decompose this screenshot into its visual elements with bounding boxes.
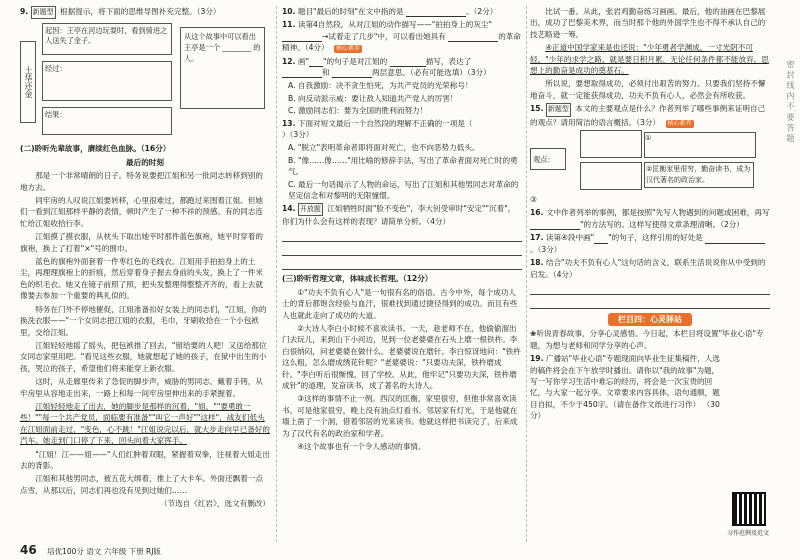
footer-brand: 培优100分 bbox=[47, 547, 84, 556]
column-divider bbox=[276, 6, 277, 542]
passage-paragraph: ①"功夫不负有心人"是一句很有名的俗语。古今中外，每个成功人士的背后都饱含经验与血汗，很难找到通过捷径得到的成功。而且有些人也就此走向了成功的大道。 bbox=[282, 287, 518, 320]
page-number: 46 bbox=[20, 543, 37, 557]
viewpoint-box[interactable] bbox=[580, 130, 642, 158]
passage-paragraph: 蓝色的旗袍外面套着一件枣红色的毛线衣。江姐用手拍拍身上的土尘，再理理旗袍上的折痕，然后穿着身子握去身前的头发，换上了一件米色的织毛衣。她又在镜子前照了照，把头发整理得整整齐齐的，看上去就像要去参加一个重要的典礼似的。 bbox=[20, 257, 263, 301]
question-15: 15. 新题型 本文的主要观点是什么？作者列举了哪些事例来证明自己的观点？请用简洁的语言概括。（3分） 核心素养 bbox=[530, 104, 766, 127]
section-2-heading: (二)聆听先辈故事，赓续红色血脉。（16分） bbox=[20, 144, 171, 154]
mind-map-process[interactable]: 经过： bbox=[42, 61, 172, 101]
qr-caption: 习作范例及范文 bbox=[726, 530, 769, 537]
viewpoint-diagram bbox=[530, 130, 770, 192]
passage-paragraph: 比试一番。从此，张岩鸡勤奋练习画画。最后，他的油画在巴黎展出，成功了巴黎美术界，而当时那个他的外国学生也不得不承认自己的技艺略逊一筹。 bbox=[530, 7, 766, 39]
right-column bbox=[530, 6, 770, 542]
core-literacy-badge: 核心素养 bbox=[667, 119, 692, 127]
question-11: 11. 读第4自然段，从对江姐的动作描写——"拍拍身上的灰尘" →试着走了几步"中，可以看出她具有 的革命精神。（4分） 核心素养 bbox=[282, 20, 521, 53]
section-4-intro: ❀听说青春故事，分享心灵感悟。今日起，本栏目将设置"毕业心语"专题，为想与老师和同学分享的心声。 bbox=[530, 329, 764, 350]
passage-source: （节选自《红岩》，选文有删改） bbox=[159, 499, 270, 509]
passage-paragraph: 江姐和其他男同志，被五花大绑着，推上了大卡车。外面还飘着一点点雪，从那以后，同志们再也没有见到过她们…… bbox=[20, 474, 263, 495]
passage-paragraph: 所以说，要想取得成功，必须付出艰苦的努力。只要我们坚持不懈地奋斗，就一定能获得成功，功夫不负有心人，必然会有所收获。 bbox=[530, 79, 766, 100]
answer-line[interactable] bbox=[282, 257, 522, 270]
answer-blank[interactable] bbox=[530, 221, 580, 230]
option-b[interactable]: B. 向反动派示威：要让敌人知道共产党人的厉害！ bbox=[288, 93, 458, 103]
passage-paragraph: ②大诗人李白小时候不喜欢读书。一天，趁老师不在，他偷偷溜出门去玩儿，来到山下小河边，见到一位老婆婆在石头上磨一根铁杵。李白很纳闷，问老婆婆在做什么。老婆婆说在磨针。李白惊讶地问："铁杵这么粗，怎么磨成绣花针呢？"老婆婆说："只要功夫深，铁杵磨成针。"李白听后很惭愧，回了学校。从此，他牢记"只要功夫深，铁杵磨成针"的道理，发奋读书，成了著名的大诗人。 bbox=[282, 323, 521, 390]
passage-paragraph: "江姐！江——姐——"人们红肿着双眼，紧握着双拳，注视着大姐走出去的背影。 bbox=[20, 449, 270, 470]
question-17: 17. 读第④段中画" "的句子，这样引用的好处是 。（3分） bbox=[530, 232, 770, 255]
qr-code[interactable] bbox=[732, 492, 766, 526]
answer-line[interactable] bbox=[282, 243, 522, 256]
example-box-2: ②匡衡家里很穷，勤奋读书，成为汉代著名的政治家。 bbox=[644, 162, 754, 188]
footer-grade: 六年级 bbox=[103, 547, 127, 556]
answer-line[interactable] bbox=[530, 296, 770, 309]
section-banner: 栏目四：心灵驿站 bbox=[530, 313, 770, 326]
example-box-1[interactable]: ① bbox=[644, 132, 756, 158]
answer-blank[interactable] bbox=[282, 33, 322, 42]
mind-map bbox=[20, 21, 270, 139]
answer-paren[interactable] bbox=[475, 121, 491, 129]
footer-edition: RJ版 bbox=[145, 547, 161, 556]
mind-map-summary[interactable]: 从这个故事中可以看出王亭是一个 ________ 的人。 bbox=[180, 27, 265, 109]
question-13: 13. 下面对短文最后一个自然段的理解不正确的一项是（ ）（3分） bbox=[282, 118, 522, 141]
passage-paragraph: 同牢房的人叹说江姐要转移，心里很难过，都跑过来围着江姐。但她们一看到江姐那样平静的表情，顿时产生了一种不祥的预感。有的同志连忙给江姐收拾行李。 bbox=[20, 196, 263, 228]
viewpoint-label[interactable]: 观点： bbox=[530, 148, 566, 170]
answer-blank[interactable] bbox=[390, 58, 426, 67]
underline-sample bbox=[309, 58, 323, 67]
column-divider bbox=[526, 6, 527, 542]
question-18: 18. 结合"功夫不负有心人"这句话的含义，联系生活说说你从中受到的启发。（4分） bbox=[530, 258, 766, 279]
question-12: 12. 画" "的句子是对江姐的 描写，表达了 和 两层意思。（必有可能选填）（3分） bbox=[282, 56, 491, 78]
option-a[interactable]: A. 自我激励：决不贪生怕死，为共产党员的光荣称号！ bbox=[288, 81, 473, 91]
option-b[interactable]: B. "像……像……"用比喻的修辞手法，写出了革命者面对死亡时的勇气。 bbox=[288, 155, 518, 177]
footer-subject: 语文 bbox=[86, 547, 102, 556]
question-19: 19. 广播站"毕业心语"专题现面向毕业生征集稿件，人选的稿件将会在下午放学时播出。请你以"我的故事"为题，写一写你学习生活中难忘的经历，将会是一次宝贵的回忆，与大家一起分享。文章要求内容具体，语句通顺，题目自拟，不少于450字。（请在备作文纸进行习作） （30分） bbox=[530, 354, 720, 421]
option-c[interactable]: C. 激励同志们：要为全国的胜利而努力！ bbox=[288, 106, 428, 116]
binding-edge-text: 密 封 线 内 不 要 答 题 bbox=[786, 60, 795, 142]
mind-map-result[interactable]: 结果： bbox=[42, 107, 172, 135]
section-3-heading: (三)聆听哲理文章，体味成长哲理。（12分） bbox=[282, 274, 433, 284]
answer-line[interactable] bbox=[282, 229, 522, 242]
answer-blank[interactable] bbox=[332, 69, 372, 78]
answer-blank[interactable] bbox=[448, 33, 498, 42]
mind-map-label: 土华还金 bbox=[20, 41, 36, 123]
passage-paragraph: ③这样的事情不止一例。西汉的匡衡，家里很穷，但他非常喜欢读书。可是他家很穷，晚上没有油点灯看书。邻居家有灯光，于是他就在墙上凿了一个洞，借着邻居的光来读书。他就这样把书读完了，后来成为了汉代有名的政治家和学者。 bbox=[282, 394, 518, 438]
underline-sample bbox=[594, 235, 608, 244]
option-c[interactable]: C. 最后一句话揭示了人物的命运，写出了江姐和其他男同志对革命的坚定信念和对黎明的无限憧憬。 bbox=[288, 179, 519, 201]
answer-blank[interactable] bbox=[282, 69, 322, 78]
middle-column bbox=[282, 6, 522, 542]
passage-paragraph-underlined: ④正道中国学家来是也还说："少年勇者学渊成，一寸光阴不可轻。"少年的求学之路，就是要日积月累，无论任何条件都不能放弃。思想上的勤奋是成功的奠基石。 bbox=[530, 43, 769, 76]
mind-map-start: 起因：王亭在河边玩耍时，看到骑进之人送失了金子。 bbox=[42, 23, 172, 55]
question-14: 14. 开放题 江姐牺牲时面"脸不变色"，李大钊受审时"安定""沉着"，你们为什么会有这样的表现？请简单分析。（4分） bbox=[282, 203, 516, 226]
passage-paragraph-underlined: 江姐轻轻地走了出去，她的脚步是那样的沉着，"姐，""要勇敢一些！""每一个共产党员，面临要有准备""叫它一声好""这样"，战友们低头在江姐面前走过，"变色，心不跳！"江姐说完以后，就大步走向早已备好的汽车。她走到门口停了下来，回头向着大家挥手。 bbox=[20, 401, 270, 446]
answer-line[interactable] bbox=[530, 282, 770, 295]
footer-term: 下册 bbox=[128, 547, 144, 556]
passage-paragraph: 这时，从走廊里传来了急促的脚步声，威胁的男同志，戴着手铐，从牢房里从容地走出来，一路上和每一间牢房里伸出来的手紧握着。 bbox=[20, 377, 263, 398]
answer-blank[interactable] bbox=[406, 8, 466, 17]
question-16: 16. 文中作者列举的事例，都是按照"先写人物遇到的问题或困难，再写 "的方法写的。这样写使得文章条理清晰。（2分） bbox=[530, 208, 770, 229]
example-3-line[interactable]: ③ bbox=[530, 195, 537, 205]
question-10: 10. 题目"最后的时刻"在文中指的是 。（2分） bbox=[282, 7, 498, 16]
passage-title: 最后的时刻 bbox=[126, 157, 164, 167]
passage-paragraph: 江姐摸了摸衣服，从枕头下取出她平时那件蓝色旗袍，她平时穿着的旗袍，换上了打着"×"号的围巾。 bbox=[20, 232, 263, 253]
option-a[interactable]: A. "脱立"表明革命者即将面对死亡，也不向恶势力低头。 bbox=[288, 143, 480, 153]
passage-paragraph: ④这个故事也有一个令人感动的事情。 bbox=[297, 442, 426, 451]
passage-paragraph: 江姐轻轻地摇了摇头，把包袱推了回去，"留给要的人吧！又送给那位女同志家里用吧。"看见这些衣服，她就想起了她的孩子，在狱中出生的小孩，哭泣的孩子，希望他们将来能穿上新衣服。 bbox=[20, 340, 267, 373]
viewpoint-box[interactable] bbox=[580, 162, 642, 190]
question-9: 9. 新题型 根据提示，将下面的思维导图补充完整。（3分） bbox=[20, 6, 270, 19]
answer-blank[interactable] bbox=[705, 235, 765, 244]
left-column bbox=[20, 6, 270, 542]
passage-paragraph: 特务在门外不停地催促，江姐准备扣好女装上的同志们，"江姐，你的换洗衣服——"一个女同志把江姐的衣服，毛巾，牙刷收拾在一个小包袱里，交给江姐。 bbox=[20, 304, 267, 337]
passage-paragraph: 那是一个非常晴朗的日子。特务说要把江姐和另一批同志转移到别的地方去。 bbox=[20, 171, 263, 192]
core-literacy-badge: 核心素养 bbox=[336, 45, 361, 53]
page-footer bbox=[20, 543, 780, 557]
